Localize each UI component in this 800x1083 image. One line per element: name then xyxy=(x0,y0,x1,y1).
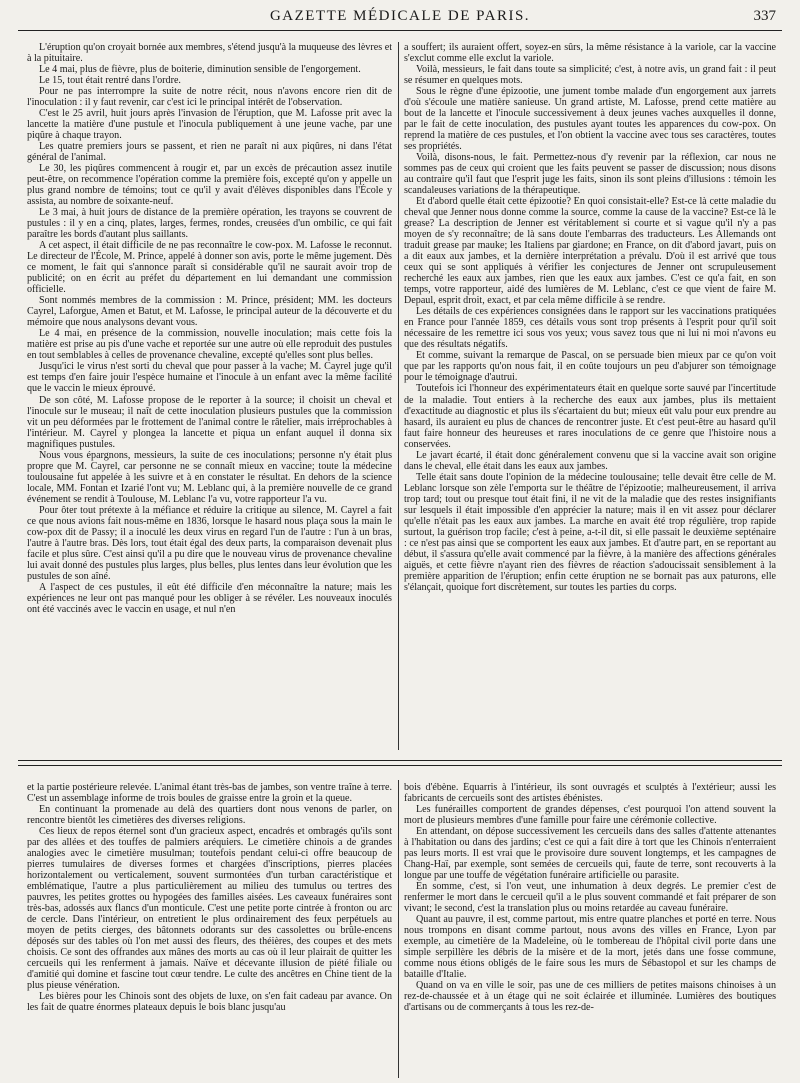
paragraph: Voilà, messieurs, le fait dans toute sa simplicité; c'est, à notre avis, un grand fait : il peut se résumer en quelques mots. xyxy=(404,64,776,87)
column-bottom-left xyxy=(27,782,392,1078)
paragraph: Les quatre premiers jours se passent, et rien ne paraît ni aux piqûres, ni dans l'état général de l'animal. xyxy=(27,141,392,164)
paragraph: Nous vous épargnons, messieurs, la suite de ces inoculations; personne n'y était plus propre que M. Cayrel, car personne ne se connaît mieux en vaccine; toute la médecine toulousaine fut appelée à les suivre et à en constater le résultat. En dehors de la science locale, MM. Fontan et Izarié l'ont vu; M. Leblanc qui, à la première nouvelle de ce grand événement se rendit à Toulouse, M. Leblanc l'a vu, votre rapporteur l'a vu. xyxy=(27,449,392,505)
paragraph: Le 4 mai, en présence de la commission, nouvelle inoculation; mais cette fois la matière est prise au pis d'une vache et reportée sur une autre où elle reproduit des pustules en tout semblables à celles de provenance chevaline, excepté qu'elles sont plus belles. xyxy=(27,328,392,362)
paragraph: a souffert; ils auraient offert, soyez-en sûrs, la même résistance à la variole, car la vaccine s'exclut comme elle exclut la variole. xyxy=(404,42,776,65)
feuilleton-rule-2 xyxy=(18,765,782,766)
paragraph: En somme, c'est, si l'on veut, une inhumation à deux degrés. Le premier c'est de renfermer le mort dans le cercueil qu'il a le plus souvent commandé et fait préparer de son vivant; le second, c'est la translation plus ou moins retardée au caveau funéraire. xyxy=(404,881,776,915)
paragraph: Pour ne pas interrompre la suite de notre récit, nous n'avons encore rien dit de l'inoculation : il y faut revenir, car c'est ici le principal intérêt de l'observation. xyxy=(27,86,392,109)
journal-title: GAZETTE MÉDICALE DE PARIS. xyxy=(269,8,531,24)
paragraph: bois d'ébène. Équarris à l'intérieur, ils sont ouvragés et sculptés à l'extérieur; aussi les fabricants de cercueils sont des artistes ébénistes. xyxy=(404,782,776,805)
paragraph: Quand on va en ville le soir, pas une de ces milliers de petites maisons chinoises à un rez-de-chaussée et à un étage qui ne soit éclairée et illuminée. Lumières des boutiques d'artisans ou de commerçants à tous les rez-de- xyxy=(404,980,776,1014)
paragraph: Quant au pauvre, il est, comme partout, mis entre quatre planches et porté en terre. Nous nous trompons en disant comme partout, nous avons des villes en France, Lyon par exemple, au cimetière de la Madeleine, où le tombereau de l'hôpital civil porte dans une simple serpillère les débris de la misère et de la mort, jetés dans une fosse commune, comme nous étions obligés de le faire sous les murs de Sébastopol et sur les champs de bataille d'Italie. xyxy=(404,914,776,981)
header-rule xyxy=(18,30,782,31)
paragraph: Telle était sans doute l'opinion de la médecine toulousaine; telle devait être celle de M. Leblanc lorsque son zèle l'emporta sur le théâtre de l'épizootie; malheureusement, il arriva trop tard; tout ou presque tout était fini, il ne vit de la maladie que des restes insignifiants sur lesquels il était impossible d'en apprécier la nature; mais il en vit assez pour déclarer qu'elle n'était pas les eaux aux jambes. La marche en avait été trop régulière, trop rapide surtout, la guérison trop facile; c'est à peine, a-t-il dit, si elle passait le deuxième septénaire : ce n'est pas ainsi que se comportent les eaux aux jambes. Et d'autre part, en se reportant au début, il s'assura qu'elle avait commencé par la fièvre, à la manière des affections générales aiguës, et cette fièvre n'ayant rien des fièvres de réaction s'adoucissait sensiblement à la première apparition de l'éruption; enfin cette éruption ne se bornait pas aux paturons, elle s'élançait, quoique fort discrètement, sur toutes les parties du corps. xyxy=(404,471,776,593)
column-divider-bottom xyxy=(398,780,399,1078)
paragraph: Le 3 mai, à huit jours de distance de la première opération, les trayons se couvrent de pustules : il y en a cinq, plates, larges, fermes, rondes, creusées d'un ombilic, ce qui fait paraître les bords d'autant plus saillants. xyxy=(27,207,392,241)
paragraph: Sous le règne d'une épizootie, une jument tombe malade d'un engorgement aux jarrets d'où s'écoule une matière sanieuse. Un grand artiste, M. Lafosse, prend cette matière au bout de la lancette et l'inocule successivement à deux jeunes vaches auxquelles il donne, par le fait de cette inoculation, des pustules ayant toutes les apparences du cow-pox. On reprend la matière de ces pustules, et l'on obtient la vaccine avec tous ses caractères, toutes ses propriétés. xyxy=(404,86,776,153)
paragraph: Les détails de ces expériences consignées dans le rapport sur les vaccinations pratiquées en France pour l'année 1859, ces détails vous sont trop présents à l'esprit pour qu'il soit nécessaire de les remettre ici sous vos yeux; vous savez tous que ni lui ni moi n'avons eu que des résultats négatifs. xyxy=(404,306,776,351)
feuilleton-rule-1 xyxy=(18,760,782,761)
column-top-left xyxy=(27,42,392,750)
column-bottom-right xyxy=(404,782,776,1078)
paragraph: Voilà, disons-nous, le fait. Permettez-nous d'y revenir par la réflexion, car nous ne sommes pas de ceux qui croient que les faits peuvent se passer de discussion; nous disons au contraire qu'il faut que l'esprit juge les faits, sinon ils sont pleins d'illusions : témoin les scandaleuses variations de la thérapeutique. xyxy=(404,152,776,197)
paragraph: Le 4 mai, plus de fièvre, plus de boiterie, diminution sensible de l'engorgement. xyxy=(39,64,361,76)
paragraph: A l'aspect de ces pustules, il eût été difficile d'en méconnaître la nature; mais les expériences ne leur ont pas manqué pour les obliger à se révéler. Les nouveaux inoculés ont été vaccinés avec le vaccin en usage, et nul n'en xyxy=(27,581,392,615)
paragraph: et la partie postérieure relevée. L'animal étant très-bas de jambes, son ventre traîne à terre. C'est un assemblage informe de trois boules de graisse entre la groin et la queue. xyxy=(27,782,392,805)
paragraph: De son côté, M. Lafosse propose de le reporter à la source; il choisit un cheval et l'inocule sur le museau; il naît de cette inoculation plusieurs pustules que la commission vit un peu déformées par le frottement de l'animal contre le râtelier, mais irréprochables à l'intérieur. M. Cayrel y plongea la lancette et piqua un enfant auquel il donna six magnifiques pustules. xyxy=(27,394,392,450)
paragraph: Les funérailles comportent de grandes dépenses, c'est pourquoi l'on attend souvent la mort de plusieurs membres d'une famille pour faire une cérémonie collective. xyxy=(404,804,776,827)
paragraph: Pour ôter tout prétexte à la méfiance et réduire la critique au silence, M. Cayrel a fait ce que nous avions fait nous-même en 1836, lorsque le hasard nous plaça sous la main le cow-pox dit de Passy; il a inoculé les deux virus en regard l'un de l'autre : l'un à un bras, l'autre à l'autre bras. Dès lors, tout était égal des deux parts, la comparaison devenait plus facile et plus sûre. C'est ainsi qu'il a pu dire que le nouveau virus de provenance chevaline lui avait donné des pustules plus larges, plus belles, plus lentes dans leur évolution que les pustules de son aîné. xyxy=(27,504,392,582)
paragraph: Le javart écarté, il était donc généralement convenu que si la vaccine avait son origine dans le cheval, elle était dans les eaux aux jambes. xyxy=(404,449,776,472)
paragraph: Les bières pour les Chinois sont des objets de luxe, on s'en fait cadeau par avance. On les fait de quatre énormes plateaux depuis le bois blanc jusqu'au xyxy=(27,991,392,1014)
paragraph: Et d'abord quelle était cette épizootie? En quoi consistait-elle? Est-ce là cette maladie du cheval que Jenner nous donne comme la source, comme la cause de la vaccine? Est-ce là le grease? La description de Jenner est véritablement si courte et si vague qu'il n'y a pas moyen de s'y reconnaître; de là sans doute l'embarras des traducteurs. Les Allemands ont traduit grease par mauke; les Italiens par giardone; en France, on dit d'abord javart, puis on a dit eaux aux jambes, et la dernière interprétation a prévalu. D'où il est arrivé que tous ceux qui se sont appliqués à vérifier les conjectures de Jenner ont scrupuleusement recherché les eaux aux jambes, rien que les eaux aux jambes. C'est ce qu'a fait, en son temps, votre rapporteur, aidé des lumières de M. Leblanc, c'est ce que vient de faire M. Depaul, esprit droit, exact, et par cela même difficile à se rendre. xyxy=(404,196,776,307)
column-top-right xyxy=(404,42,776,750)
paragraph: Toutefois ici l'honneur des expérimentateurs était en quelque sorte sauvé par l'incertitude de la maladie. Tout entiers à la recherche des eaux aux jambes, plus ils mettaient d'exactitude au diagnostic et plus ils s'écartaient du but; mieux eût valu pour eux prendre au hasard, ils auraient eu plus de chances de rencontrer juste. Et c'est peut-être au hasard qu'il faut faire honneur des heureuses et rares inoculations de ce genre que l'histoire nous a conservées. xyxy=(404,383,776,450)
paragraph: Jusqu'ici le virus n'est sorti du cheval que pour passer à la vache; M. Cayrel juge qu'il est temps d'en faire jouir l'espèce humaine et l'inocule à un enfant avec la même facilité que le vaccin le mieux éprouvé. xyxy=(27,361,392,395)
paragraph: En attendant, on dépose successivement les cercueils dans des salles d'attente attenantes à l'habitation ou dans des jardins; c'est ce qui a fait dire à tort que les Chinois n'enterraient pas leurs morts. Il est vrai que le provisoire dure souvent longtemps, et les campagnes de Chang-Haï, par exemple, sont semées de cercueils qui, faute de terre, sont recouverts à la longue par une touffe de végétation funéraire artificielle ou parasite. xyxy=(404,826,776,882)
paragraph: En continuant la promenade au delà des quartiers dont nous venons de parler, on rencontre bientôt les cimetières des diverses religions. xyxy=(27,804,392,827)
paragraph: Et comme, suivant la remarque de Pascal, on se persuade bien mieux par ce qu'on voit que par les rapports qu'on nous fait, il en coûte toujours un peu d'abjurer son témoignage pour le témoignage d'autrui. xyxy=(404,350,776,384)
paragraph: Le 30, les piqûres commencent à rougir et, par un excès de précaution assez inutile peut-être, on recommence l'opération comme la première fois, excepté qu'on y appelle un plus grand nombre de témoins; tout ce qu'il y avait d'élèves disponibles dans l'École y assista, au nombre de soixante-neuf. xyxy=(27,163,392,208)
page-number: 337 xyxy=(753,8,776,24)
paragraph: A cet aspect, il était difficile de ne pas reconnaître le cow-pox. M. Lafosse le reconnut. Le directeur de l'École, M. Prince, appelé à donner son avis, porte le même jugement. Dès ce moment, le fait qui s'annonce paraît si considérable qu'il ne saurait avoir trop de publicité; on en écrit au préfet du département en lui demandant une commission officielle. xyxy=(27,240,392,296)
paragraph: L'éruption qu'on croyait bornée aux membres, s'étend jusqu'à la muqueuse des lèvres et à la pituitaire. xyxy=(27,42,392,65)
paragraph: Ces lieux de repos éternel sont d'un gracieux aspect, encadrés et ombragés qu'ils sont par des allées et des touffes de palmiers aréquiers. Le cimetière chinois a de grandes analogies avec le cimetière musulman; toutefois pendant celui-ci offre beaucoup de pierres tumulaires de diverses formes et chargées d'inscriptions, pierres placées horizontalement ou verticalement, souvent surmontées d'un turban caractéristique et emblématique, l'autre a plus particulièrement au milieu des tumulus ou tertres des pauvres, les petites grottes ou hypogées des familles aisées. Les caveaux funéraires sont très-bas, adossés aux flancs d'un monticule. C'est une petite porte cintrée à fronton ou arc de cercle. Dans l'intérieur, on entretient le plus ordinairement des feux perpétuels au moyen de petits cierges, des bâtonnets odorants sur des cassolettes ou brûle-encens déposés sur des tables où l'on met aussi des fleurs, des théières, des coupes et des mets choisis. Ce sont des offrandes aux mânes des morts au cas où il leur plairait de quitter les cercueils qui les renferment à jamais. Naïve et décevante illusion de piété filiale ou d'amitié qui domine et fascine tout cœur tendre. Le culte des ancêtres en Chine tient de la plus pieuse vénération. xyxy=(27,826,392,992)
column-divider-top xyxy=(398,42,399,750)
page-header xyxy=(18,6,782,28)
paragraph: C'est le 25 avril, huit jours après l'invasion de l'éruption, que M. Lafosse prit avec la lancette la matière d'une pustule et l'inocula publiquement à une jeune vache, par une piqûre à chaque trayon. xyxy=(27,108,392,142)
paragraph: Le 15, tout était rentré dans l'ordre. xyxy=(39,75,181,87)
paragraph: Sont nommés membres de la commission : M. Prince, président; MM. les docteurs Cayrel, Laforgue, Amen et Batut, et M. Lafosse, le principal auteur de la découverte et du mémoire que nous analysons devant vous. xyxy=(27,295,392,329)
